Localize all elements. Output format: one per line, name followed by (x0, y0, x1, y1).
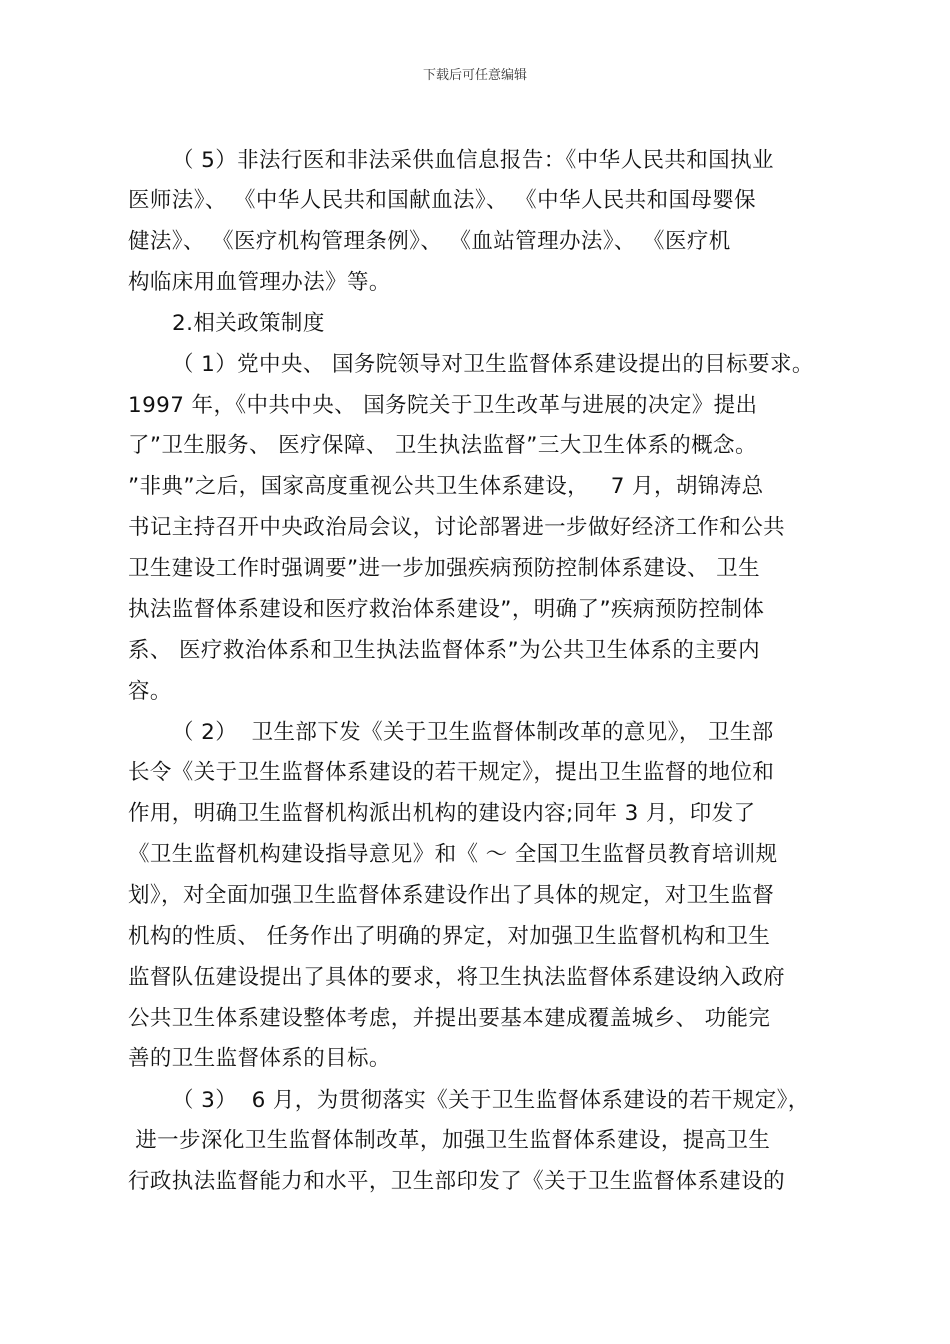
text-line: 系、 医疗救治体系和卫生执法监督体系”为公共卫生体系的主要内 (128, 638, 760, 663)
text-line: （ 3） 6 月，为贯彻落实《关于卫生监督体系建设的若干规定》， (172, 1088, 810, 1113)
text-line: 了”卫生服务、 医疗保障、 卫生执法监督”三大卫生体系的概念。 (128, 433, 757, 458)
text-line: 善的卫生监督体系的目标。 (128, 1046, 391, 1071)
text-line: 长令《关于卫生监督体系建设的若干规定》，提出卫生监督的地位和 (128, 760, 775, 785)
text-line: 书记主持召开中央政治局会议，讨论部署进一步做好经济工作和公共 (128, 515, 786, 540)
text-line: （ 1）党中央、 国务院领导对卫生监督体系建设提出的目标要求。 (172, 352, 814, 377)
text-line: 构临床用血管理办法》等。 (128, 270, 391, 295)
text-line: 1997 年，《中共中央、 国务院关于卫生改革与进展的决定》提出 (128, 393, 758, 418)
page-header: 下载后可任意编辑 (422, 68, 527, 83)
text-line: 机构的性质、 任务作出了明确的界定，对加强卫生监督机构和卫生 (128, 924, 771, 949)
text-line: 进一步深化卫生监督体制改革，加强卫生监督体系建设，提高卫生 (128, 1128, 771, 1153)
text-line: 健法》、 《医疗机构管理条例》、 《血站管理办法》、 《医疗机 (128, 229, 731, 254)
text-line: ”非典”之后，国家高度重视公共卫生体系建设， 7 月，胡锦涛总 (128, 474, 764, 499)
text-line: 行政执法监督能力和水平，卫生部印发了《关于卫生监督体系建设的 (128, 1169, 786, 1194)
section-heading: 2.相关政策制度 (172, 311, 325, 336)
text-line: 《卫生监督机构建设指导意见》和《 ～ 全国卫生监督员教育培训规 (128, 842, 778, 867)
text-line: 医师法》、 《中华人民共和国献血法》、 《中华人民共和国母婴保 (128, 188, 757, 213)
text-line: （ 2） 卫生部下发《关于卫生监督体制改革的意见》， 卫生部 (172, 720, 774, 745)
text-line: 监督队伍建设提出了具体的要求，将卫生执法监督体系建设纳入政府 (128, 965, 786, 990)
text-line: 公共卫生体系建设整体考虑，并提出要基本建成覆盖城乡、 功能完 (128, 1006, 771, 1031)
text-line: 划》，对全面加强卫生监督体系建设作出了具体的规定，对卫生监督 (128, 883, 775, 908)
text-line: 执法监督体系建设和医疗救治体系建设”，明确了”疾病预防控制体 (128, 597, 765, 622)
text-line: 作用，明确卫生监督机构派出机构的建设内容;同年 3 月，印发了 (128, 801, 756, 826)
text-line: （ 5）非法行医和非法采供血信息报告：《中华人民共和国执业 (172, 148, 774, 173)
text-line: 卫生建设工作时强调要”进一步加强疾病预防控制体系建设、 卫生 (128, 556, 760, 581)
text-line: 容。 (128, 679, 172, 704)
